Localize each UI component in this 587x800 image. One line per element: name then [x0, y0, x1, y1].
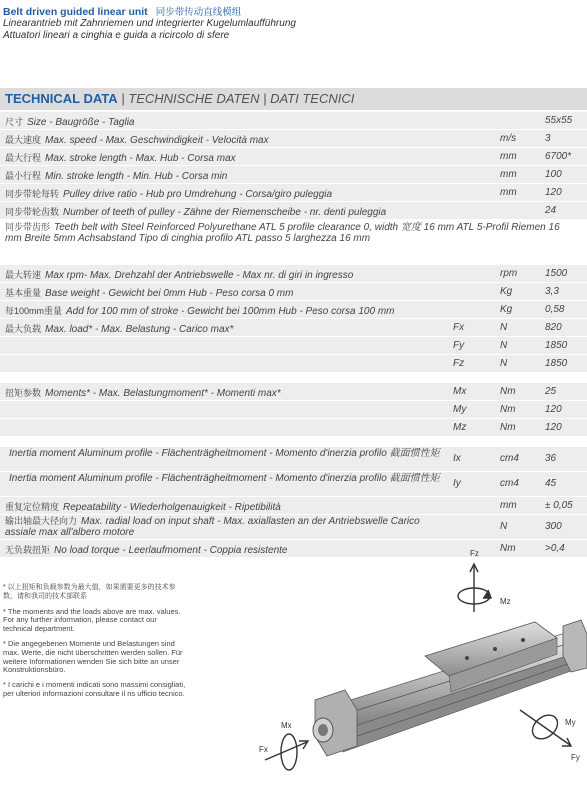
table-row: Inertia moment Aluminum profile - Flächenträgheitmoment - Momento d'inerzia profilo 截面惯性矩 Ix cm4 36: [0, 447, 587, 472]
table-row: 基本重量 Base weight - Gewicht bei 0mm Hub - Peso corsa 0 mm Kg 3,3: [0, 283, 587, 301]
table-row: 最大速度 Max. speed - Max. Geschwindigkeit - Velocità max m/s 3: [0, 130, 587, 148]
table-row: 重复定位精度 Repeatability - Wiederholgenauigkeit - Ripetibilità mm ± 0,05: [0, 497, 587, 515]
axis-x-symbol: [265, 734, 308, 770]
page-header: [3, 4, 583, 41]
table-row: 每100mm重量 Add for 100 mm of stroke - Gewicht bei 100mm Hub - Peso corsa 100 mm Kg 0,58: [0, 301, 587, 319]
table-row: 同步带轮齿数 Number of teeth of pulley - Zähne der Riemenscheibe - nr. denti puleggia 24: [0, 202, 587, 220]
table-row: 最小行程 Min. stroke length - Min. Hub - Corsa min mm 100: [0, 166, 587, 184]
table-row: 输出轴最大径向力 Max. radial load on input shaft - Max. axiallasten an der Antriebswelle Carico assiale max all'albero motore N 300: [0, 515, 587, 540]
table-row: 无负载扭矩 No load torque - Leerlaufmoment - Coppia resistente Nm >0,4: [0, 540, 587, 558]
note-de: * Die angegebenen Momente und Belastungen sind max. Werte, die nicht überschritten werden sollen. Für weitere Informationen wenden Sie sich bitte an unser Konstruktionsbüro.: [3, 638, 183, 675]
note-it: * I carichi e i momenti indicati sono massimi consigliati, per ulteriori informazioni consultare il ns ufficio tecnico.: [3, 680, 186, 698]
table-row: Mz Nm 120: [0, 419, 587, 437]
note-en: * The moments and the loads above are max. values. For any further information, please contact our technical department.: [3, 606, 181, 634]
axis-y-symbol: [520, 710, 571, 746]
table-row: 扭矩参数 Moments* - Max. Belastungmoment* - Momenti max* Mx Nm 25: [0, 383, 587, 401]
label-fy: Fy: [571, 753, 580, 762]
title-en: Belt driven guided linear unit: [3, 6, 148, 18]
label-fz: Fz: [470, 549, 479, 558]
linear-unit-illustration: [245, 549, 587, 800]
table-row: 最大转速 Max rpm- Max. Drehzahl der Antriebswelle - Max nr. di giri in ingresso rpm 1500: [0, 265, 587, 283]
section-banner: [0, 88, 587, 110]
table-row: Fy N 1850: [0, 337, 587, 355]
section-title: [5, 91, 354, 106]
table-row: Inertia moment Aluminum profile - Flächenträgheitmoment - Momento d'inerzia profilo 截面惯性矩 Iy cm4 45: [0, 472, 587, 497]
section-title-rest: | TECHNISCHE DATEN | DATI TECNICI: [117, 91, 355, 106]
row-spacer: [0, 373, 587, 383]
table-row: Fz N 1850: [0, 355, 587, 373]
row-spacer: [0, 437, 587, 447]
product-title: [3, 4, 583, 18]
table-row: 尺寸 Size - Baugröße - Taglia 55x55: [0, 112, 587, 130]
subtitle-de: Linearantrieb mit Zahnriemen und integrierter Kugelumlaufführung: [3, 18, 296, 29]
label-my: My: [565, 718, 576, 727]
label-mx: Mx: [281, 721, 292, 730]
table-row: 最大行程 Max. stroke length - Max. Hub - Corsa max mm 6700*: [0, 148, 587, 166]
footnotes: [3, 584, 188, 705]
table-row: My Nm 120: [0, 401, 587, 419]
technical-data-table: [0, 112, 587, 558]
section-title-main: TECHNICAL DATA: [5, 91, 118, 106]
axis-z-symbol: [458, 564, 491, 612]
table-row-belt: 同步带齿形 Teeth belt with Steel Reinforced Polyurethane ATL 5 profile clearance 0, width 宽度 16 mm ATL 5-Profil Riemen 16 mm Breite 5mm Achsabstand Tipo di cinghia profilo ATL passo 5 larghezza 16 mm: [0, 220, 587, 265]
table-row: 最大负载 Max. load* - Max. Belastung - Carico max* Fx N 820: [0, 319, 587, 337]
table-row: 同步带轮每转 Pulley drive ratio - Hub pro Umdrehung - Corsa/giro puleggia mm 120: [0, 184, 587, 202]
subtitle-it: Attuatori lineari a cinghia e guida a ricircolo di sfere: [3, 29, 230, 41]
label-mz: Mz: [500, 597, 511, 606]
label-fx: Fx: [259, 745, 268, 754]
title-cn: 同步带传动直线模组: [155, 7, 242, 18]
note-cn: * 以上扭矩和负载参数为最大值，如果需要更多的技术参数，请和我司的技术部联系: [3, 584, 176, 600]
